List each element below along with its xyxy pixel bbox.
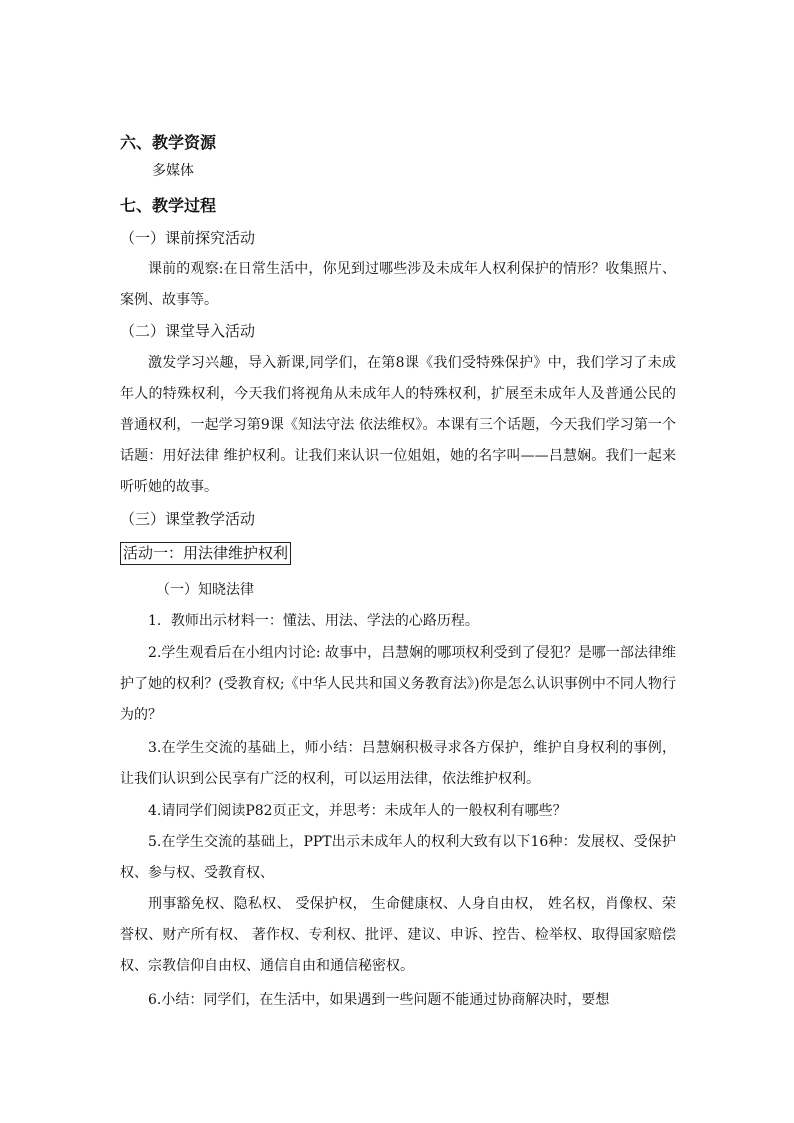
item-5: 5.在学生交流的基础上，PPT出示未成年人的权利大致有以下16种：发展权、受保护权、参与权、受教育权、 — [120, 834, 676, 881]
resources-body: 多媒体 — [152, 163, 194, 179]
item-3: 3.在学生交流的基础上，师小结：吕慧娴积极寻求各方保护，维护自身权利的事例，让我们认识到公民享有广泛的权利，可以运用法律，依法维护权利。 — [120, 740, 676, 787]
item-2: 2.学生观看后在小组内讨论: 故事中，吕慧娴的哪项权利受到了侵犯？是哪一部法律维护了她的权利？(受教育权;《中华人民共和国义务教育法》)你是怎么认识事例中不同人物行为的？ — [120, 645, 676, 723]
part2-heading: （二）课堂导入活动 — [120, 322, 256, 340]
part2-body: 激发学习兴趣，导入新课,同学们，在第8课《我们受特殊保护》中，我们学习了未成年人的特殊权利，今天我们将视角从未成年人的特殊权利，扩展至未成年人及普通公民的普通权利，一起学习第9课《知法守法 依法维权》。本课有三个话题，今天我们学习第一个话题：用好法律 维护权利。让我们来认识一位姐姐，她的名字叫——吕慧娴。我们一起来听听她的故事。 — [120, 355, 676, 495]
sub-heading: （一）知晓法律 — [156, 582, 254, 598]
activity-title: 活动一：用法律维护权利 — [120, 542, 291, 565]
activity-title-box — [120, 542, 676, 565]
item-1: 1．教师出示材料一：懂法、用法、学法的心路历程。 — [148, 613, 479, 629]
part3-heading: （三）课堂教学活动 — [120, 510, 256, 528]
rights-list: 刑事豁免权、隐私权、 受保护权， 生命健康权、人身自由权， 姓名权，肖像权、荣誉权、财产所有权、 著作权、专利权、批评、建议、申诉、控告、检举权、取得国家赔偿权、宗教信仰自由权、通信自由和通信秘密权。 — [120, 896, 676, 974]
item-4: 4.请同学们阅读P82页正文，并思考：未成年人的一般权利有哪些？ — [148, 803, 567, 819]
part1-body: 课前的观察:在日常生活中，你见到过哪些涉及未成年人权利保护的情形？收集照片、案例、故事等。 — [120, 261, 676, 308]
process-heading: 七、教学过程 — [120, 196, 217, 215]
resources-heading: 六、教学资源 — [120, 133, 217, 152]
item-6: 6.小结：同学们，在生活中，如果遇到一些问题不能通过协商解决时，要想 — [148, 992, 610, 1008]
part1-heading: （一）课前探究活动 — [120, 229, 256, 247]
